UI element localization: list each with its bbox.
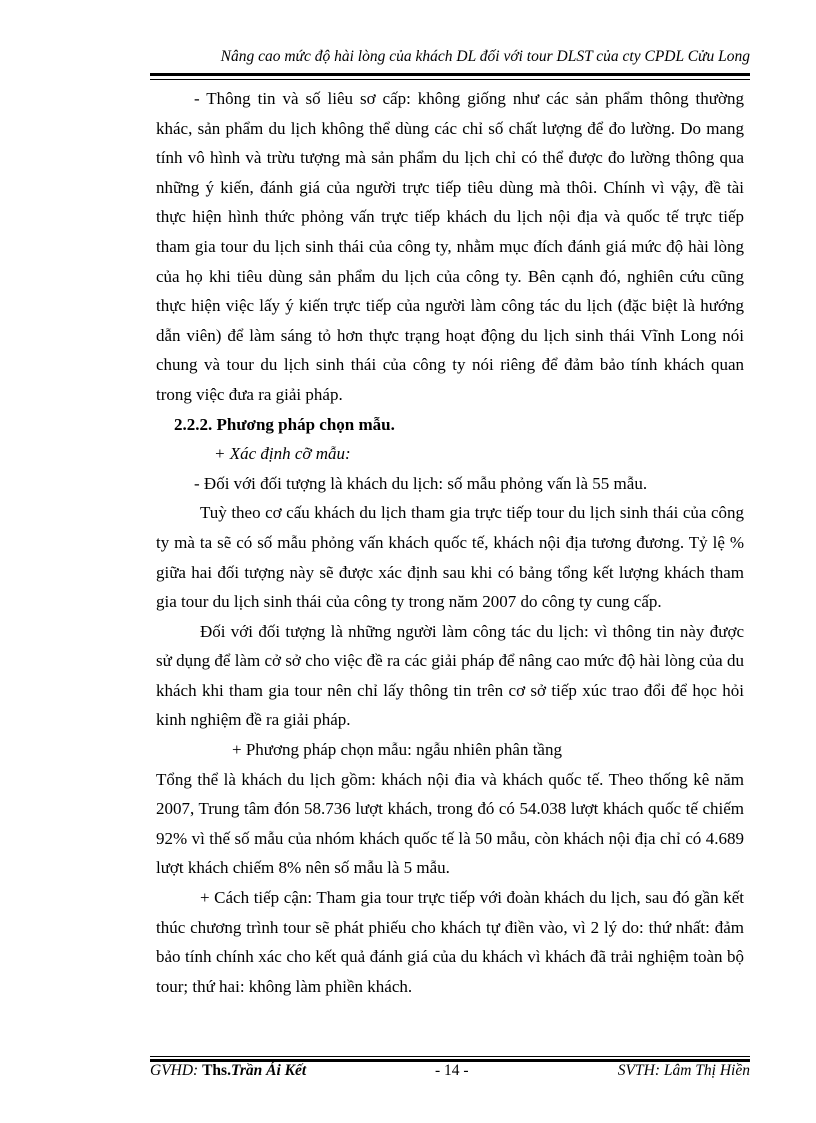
footer-advisor-title: Ths. <box>202 1062 231 1079</box>
header-rule-thick <box>150 73 750 76</box>
header-rule-thin <box>150 79 750 80</box>
section-heading: 2.2.2. Phương pháp chọn mẫu. <box>174 414 395 434</box>
footer-student: SVTH: Lâm Thị Hiền <box>617 1062 750 1079</box>
paragraph-approach: + Cách tiếp cận: Tham gia tour trực tiếp với đoàn khách du lịch, sau đó gần kết thúc chương trình tour sẽ phát phiếu cho khách tự điền vào, vì 2 lý do: thứ nhất: đảm bảo tính chính xác cho kết quả đánh giá của du khách vì khách đã trải nghiệm toàn bộ tour; thứ hai: không làm phiền khách. <box>156 888 744 996</box>
footer-advisor-label: GVHD: <box>150 1062 203 1079</box>
paragraph-statistics: Tổng thể là khách du lịch gồm: khách nội đia và khách quốc tế. Theo thống kê năm 2007, Trung tâm đón 58.736 lượt khách, trong đó có 54.038 lượt khách quốc tế chiếm 92% vì thế số mẫu của nhóm khách quốc tế là 50 mẫu, còn khách nội địa chỉ có 4.689 lượt khách chiếm 8% nên số mẫu là 5 mẫu. <box>156 769 744 878</box>
page-number: - 14 - <box>435 1062 469 1079</box>
footer-advisor-name: Trần Ái Kết <box>230 1062 307 1079</box>
footer-rule-thin <box>150 1056 750 1057</box>
page-footer <box>150 1062 750 1084</box>
page-body <box>156 84 744 1001</box>
footer-advisor <box>150 1062 306 1080</box>
subheading-sample-size: + Xác định cỡ mẫu: <box>214 444 351 464</box>
paragraph-tourist-sample: - Đối với đối tượng là khách du lịch: số mẫu phỏng vấn là 55 mẫu. <box>194 473 648 493</box>
paragraph-structure: Tuỳ theo cơ cấu khách du lịch tham gia trực tiếp tour du lịch sinh thái của công ty mà ta sẽ có số mẫu phỏng vấn khách quốc tế, khách nội địa tương đương. Tỷ lệ % giữa hai đối tượng này sẽ được xác định sau khi có bảng tổng kết lượng khách tham gia tour du lịch sinh thái của công ty trong năm 2007 do công ty cung cấp. <box>156 503 744 612</box>
paragraph-sampling-method: + Phương pháp chọn mẫu: ngẫu nhiên phân tầng <box>232 740 562 760</box>
paragraph-primary-data: - Thông tin và số liêu sơ cấp: không giống như các sản phẩm thông thường khác, sản phẩm du lịch không thể dùng các chỉ số chất lượng để đo lường. Do mang tính vô hình và trừu tượng mà sản phẩm du lịch chỉ có thể được đo lường thông qua những ý kiến, đánh giá của người trực tiếp tiêu dùng mà thôi. Chính vì vậy, đề tài thực hiện hình thức phỏng vấn trực tiếp khách du lịch nội địa và quốc tế trực tiếp tham gia tour du lịch sinh thái của công ty, nhằm mục đích đánh giá mức độ hài lòng của họ khi tiêu dùng sản phẩm du lịch của công ty. Bên cạnh đó, nghiên cứu cũng thực hiện việc lấy ý kiến trực tiếp của người làm công tác du lịch (đặc biệt là hướng dẫn viên) để làm sáng tỏ hơn thực trạng hoạt động du lịch sinh thái Vĩnh Long nói chung và tour du lịch sinh thái của công ty nói riêng để đảm bảo tính khách quan trong việc đưa ra giải pháp. <box>156 89 744 404</box>
running-header: Nâng cao mức độ hài lòng của khách DL đối với tour DLST của cty CPDL Cửu Long <box>220 48 750 65</box>
paragraph-tourism-workers: Đối với đối tượng là những người làm công tác du lịch: vì thông tin này được sử dụng để làm cở sở cho việc đề ra các giải pháp để nâng cao mức độ hài lòng của du khách khi tham gia tour nên chỉ lấy thông tin trên cơ sở tiếp xúc trao đổi để học hỏi kinh nghiệm đề ra giải pháp. <box>156 621 744 730</box>
